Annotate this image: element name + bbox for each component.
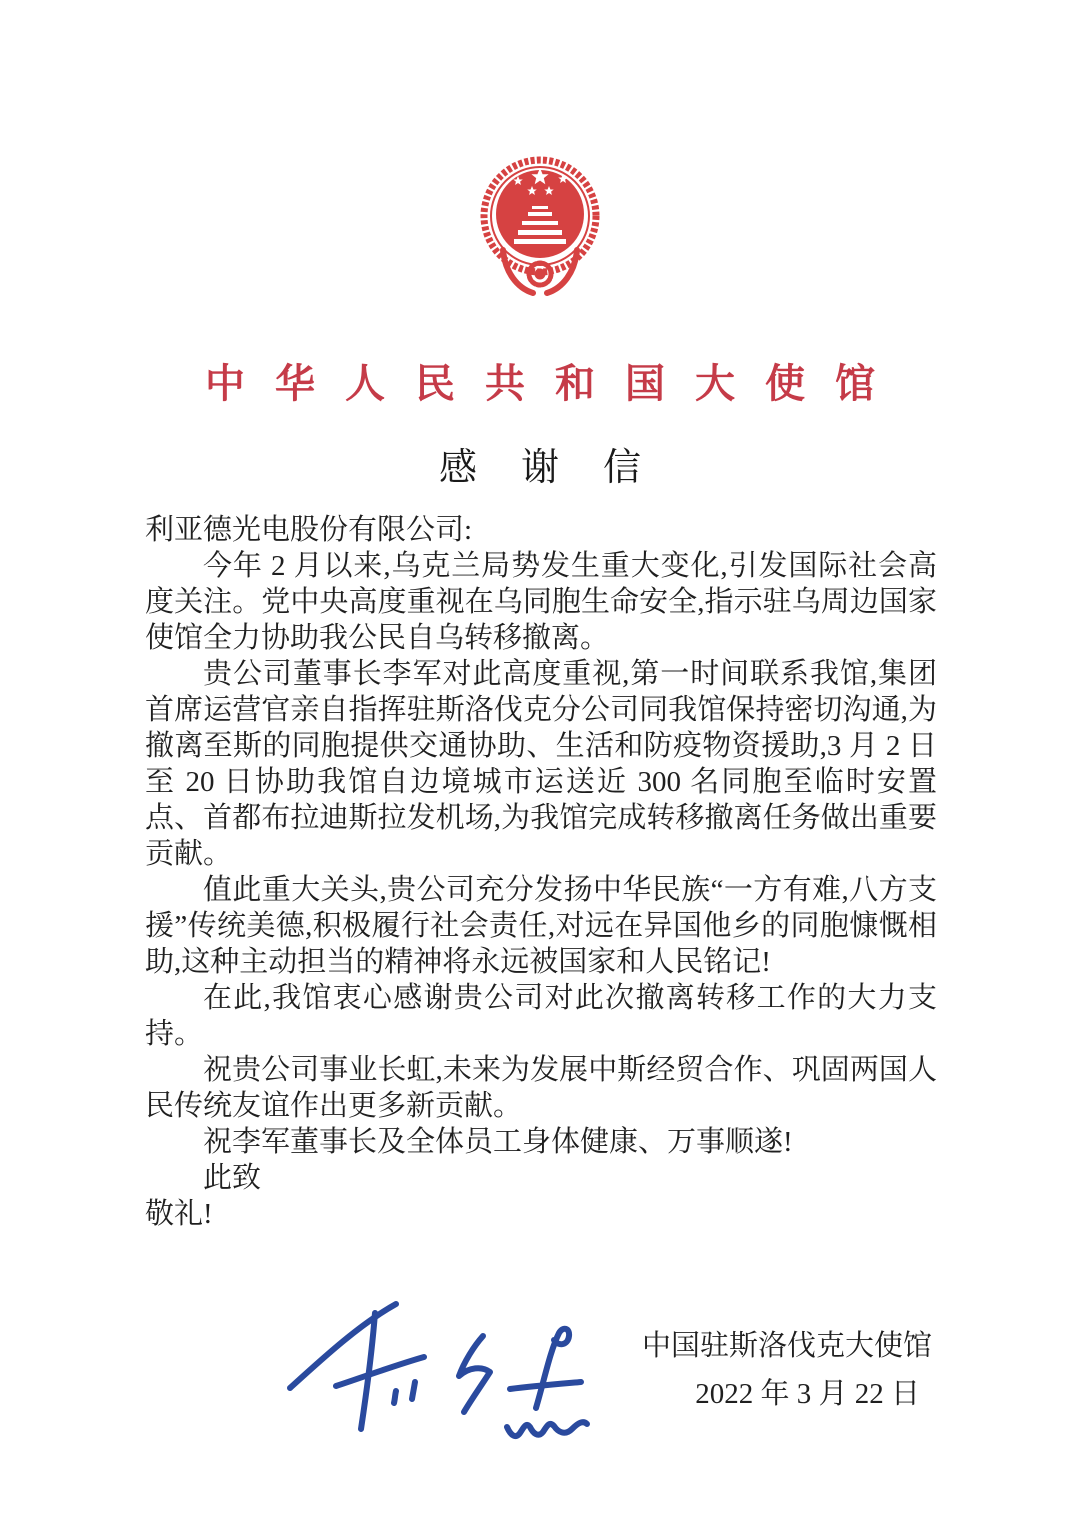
signoff-date: 2022 年 3 月 22 日 (695, 1378, 920, 1410)
prc-national-emblem-icon (475, 150, 605, 302)
paragraph: 贵公司董事长李军对此高度重视,第一时间联系我馆,集团首席运营官亲自指挥驻斯洛伐克分公司同我馆保持密切沟通,为撤离至斯的同胞提供交通协助、生活和防疫物资援助,3 月 2 日至 20 日协助我馆自边境城市运送近 300 名同胞至临时安置点、首都布拉迪斯拉发机场,为我馆完成转移撤离任务做出重要贡献。 (145, 658, 937, 870)
salutation: 利亚德光电股份有限公司: (145, 514, 473, 546)
salute-line: 敬礼! (145, 1198, 213, 1230)
letter-body (145, 512, 937, 1232)
paragraph: 祝贵公司事业长虹,未来为发展中斯经贸合作、巩固两国人民传统友谊作出更多新贡献。 (145, 1054, 937, 1122)
paragraph: 祝李军董事长及全体员工身体健康、万事顺遂! (203, 1126, 793, 1158)
paragraph: 在此,我馆衷心感谢贵公司对此次撤离转移工作的大力支持。 (145, 982, 937, 1050)
closing-phrase: 此致 (203, 1162, 262, 1194)
signoff-org: 中国驻斯洛伐克大使馆 (641, 1330, 932, 1362)
letter-title: 感谢信 (438, 447, 685, 489)
paragraph: 值此重大关头,贵公司充分发扬中华民族“一方有难,八方支援”传统美德,积极履行社会责任,对远在异国他乡的同胞慷慨相助,这种主动担当的精神将永远被国家和人民铭记! (145, 874, 937, 978)
handwritten-signature-icon (278, 1296, 608, 1476)
paragraph: 今年 2 月以来,乌克兰局势发生重大变化,引发国际社会高度关注。党中央高度重视在乌同胞生命安全,指示驻乌周边国家使馆全力协助我公民自乌转移撤离。 (145, 550, 937, 654)
signoff-block (642, 1322, 932, 1418)
embassy-heading: 中华人民共和国大使馆 (205, 361, 905, 406)
